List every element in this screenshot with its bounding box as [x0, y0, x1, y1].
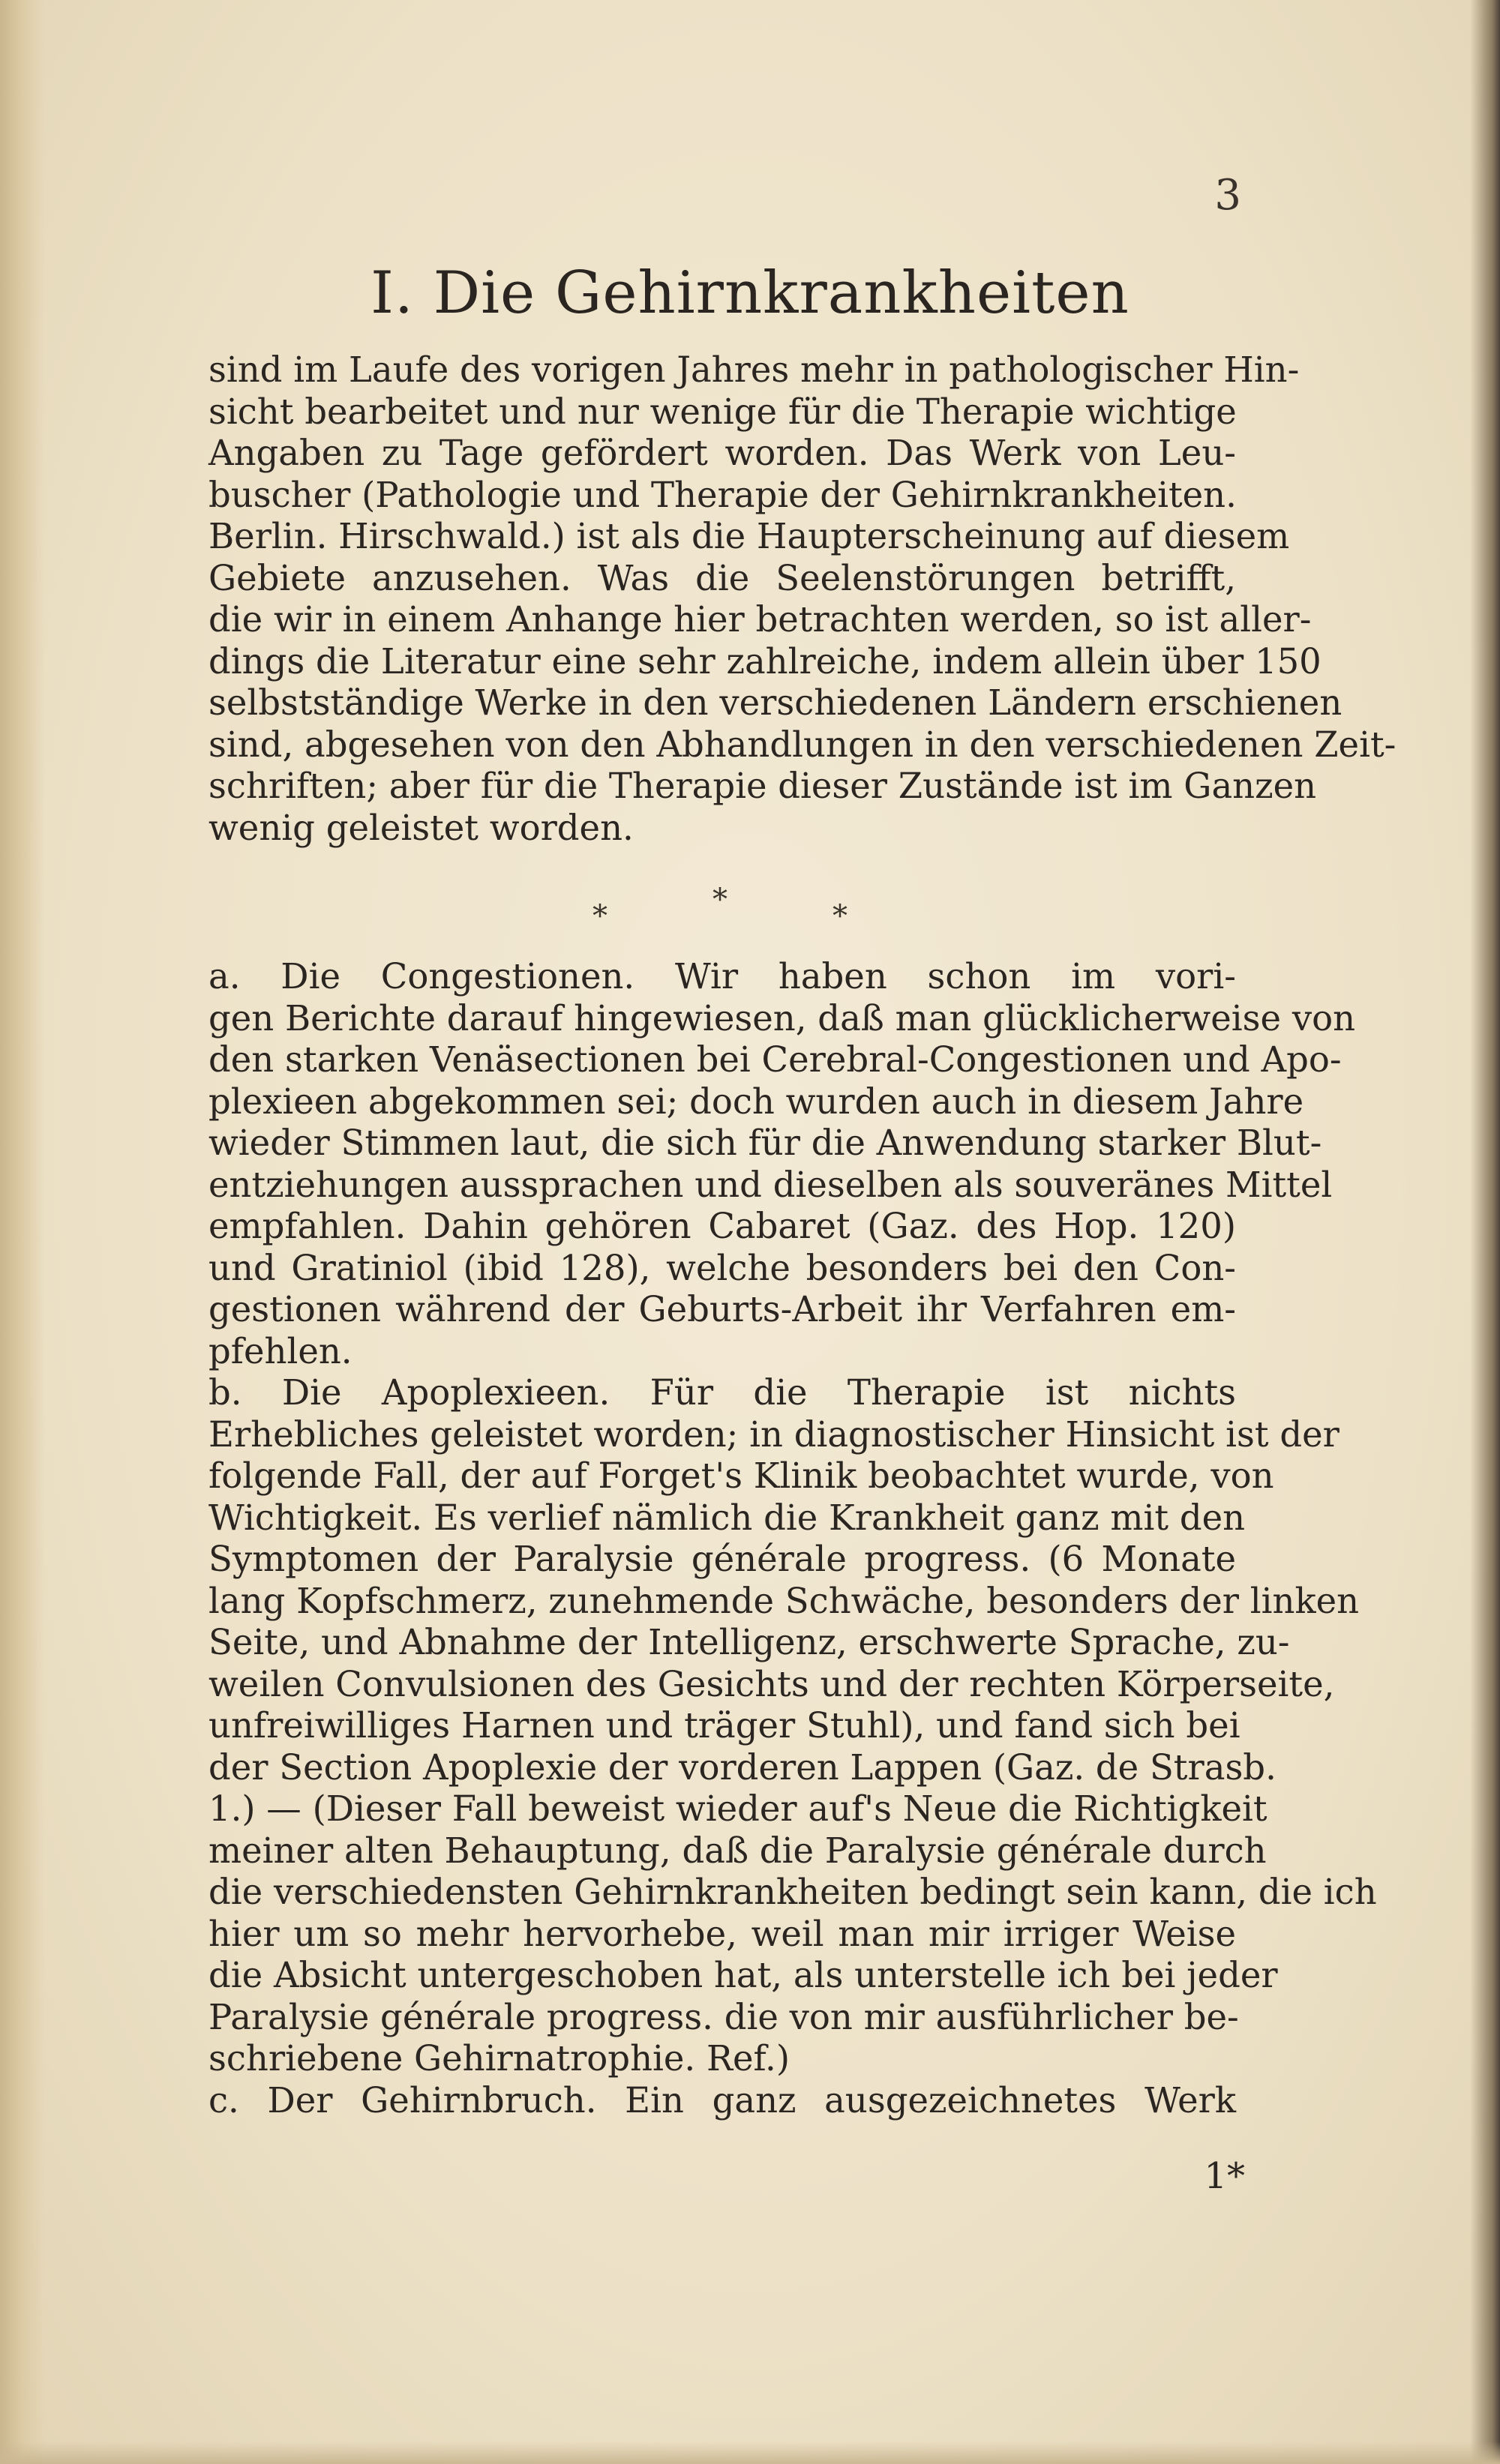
- text-line: weilen Convulsionen des Gesichts und der rechten Körperseite,: [208, 1663, 1335, 1704]
- text-line: Wichtigkeit. Es verlief nämlich die Krankheit ganz mit den: [208, 1497, 1246, 1538]
- subsection-heading-apoplexieen: b. Die Apoplexieen. Für die Therapie ist nichts: [208, 1372, 1236, 1413]
- text-line: sind im Laufe des vorigen Jahres mehr in pathologischer Hin-: [208, 349, 1300, 390]
- text-line: dings die Literatur eine sehr zahlreiche, indem allein über 150: [208, 640, 1322, 682]
- separator-star: *: [832, 899, 848, 934]
- text-line: wieder Stimmen laut, die sich für die Anwendung starker Blut-: [208, 1123, 1322, 1163]
- text-line: wenig geleistet worden.: [208, 807, 634, 848]
- page-edge-shadow: [1470, 0, 1500, 2464]
- text-line: empfahlen. Dahin gehören Cabaret (Gaz. des Hop. 120): [208, 1206, 1236, 1246]
- text-line: lang Kopfschmerz, zunehmende Schwäche, besonders der linken: [208, 1580, 1360, 1621]
- text-line: den starken Venäsectionen bei Cerebral-Congestionen und Apo-: [208, 1039, 1342, 1080]
- text-line: unfreiwilliges Harnen und träger Stuhl), und fand sich bei: [208, 1705, 1240, 1746]
- text-line: Seite, und Abnahme der Intelligenz, erschwerte Sprache, zu-: [208, 1622, 1290, 1662]
- text-line: meiner alten Behauptung, daß die Paralysie générale durch: [208, 1830, 1267, 1871]
- text-line: gen Berichte darauf hingewiesen, daß man glücklicherweise von: [208, 997, 1356, 1039]
- separator-star: *: [592, 899, 608, 934]
- text-line: plexieen abgekommen sei; doch wurden auch in diesem Jahre: [208, 1081, 1304, 1122]
- text-line: die Absicht untergeschoben hat, als unterstelle ich bei jeder: [208, 1955, 1278, 1995]
- page-gutter-shadow: [0, 0, 45, 2464]
- text-line: schriften; aber für die Therapie dieser Zustände ist im Ganzen: [208, 766, 1317, 806]
- text-line: Angaben zu Tage gefördert worden. Das Werk von Leu-: [208, 433, 1236, 473]
- text-line: und Gratiniol (ibid 128), welche besonders bei den Con-: [208, 1247, 1236, 1288]
- subsection-heading-congestionen: a. Die Congestionen. Wir haben schon im vori-: [208, 956, 1236, 997]
- text-line: Berlin. Hirschwald.) ist als die Haupterscheinung auf diesem: [208, 516, 1290, 556]
- text-line: pfehlen.: [208, 1330, 352, 1371]
- intro-paragraph: [208, 349, 1396, 849]
- page-bottom-shadow: [0, 2442, 1500, 2464]
- text-line: sind, abgesehen von den Abhandlungen in den verschiedenen Zeit-: [208, 724, 1396, 765]
- text-line: schriebene Gehirnatrophie. Ref.): [208, 2038, 790, 2079]
- text-line: der Section Apoplexie der vorderen Lappen (Gaz. de Strasb.: [208, 1746, 1276, 1788]
- text-line: hier um so mehr hervorhebe, weil man mir irriger Weise: [208, 1913, 1236, 1954]
- separator-star: *: [712, 883, 728, 917]
- subsection-heading-gehirnbruch: c. Der Gehirnbruch. Ein ganz ausgezeichnetes Werk: [208, 2079, 1236, 2121]
- text-line: sicht bearbeitet und nur wenige für die Therapie wichtige: [208, 391, 1237, 432]
- page-number: 3: [1214, 171, 1241, 220]
- text-line: die verschiedensten Gehirnkrankheiten bedingt sein kann, die ich: [208, 1872, 1377, 1912]
- text-line: die wir in einem Anhange hier betrachten werden, so ist aller-: [208, 599, 1312, 640]
- text-line: Paralysie générale progress. die von mir ausführlicher be-: [208, 1996, 1239, 2037]
- text-line: Symptomen der Paralysie générale progress. (6 Monate: [208, 1539, 1236, 1579]
- printer-signature-mark: 1*: [1204, 2155, 1245, 2197]
- text-line: gestionen während der Geburts-Arbeit ihr Verfahren em-: [208, 1289, 1236, 1329]
- section-separator: [578, 883, 878, 935]
- text-line: entziehungen aussprachen und dieselben als souveränes Mittel: [208, 1164, 1333, 1205]
- text-line: Erhebliches geleistet worden; in diagnostischer Hinsicht ist der: [208, 1413, 1340, 1455]
- text-line: buscher (Pathologie und Therapie der Gehirnkrankheiten.: [208, 474, 1237, 515]
- main-paragraphs: [208, 956, 1377, 2121]
- chapter-title: I. Die Gehirnkrankheiten: [370, 259, 1130, 327]
- text-line: 1.) — (Dieser Fall beweist wieder auf's Neue die Richtigkeit: [208, 1788, 1268, 1829]
- text-line: selbstständige Werke in den verschiedenen Ländern erschienen: [208, 682, 1342, 723]
- text-line: folgende Fall, der auf Forget's Klinik beobachtet wurde, von: [208, 1455, 1274, 1496]
- text-line: Gebiete anzusehen. Was die Seelenstörungen betrifft,: [208, 557, 1236, 598]
